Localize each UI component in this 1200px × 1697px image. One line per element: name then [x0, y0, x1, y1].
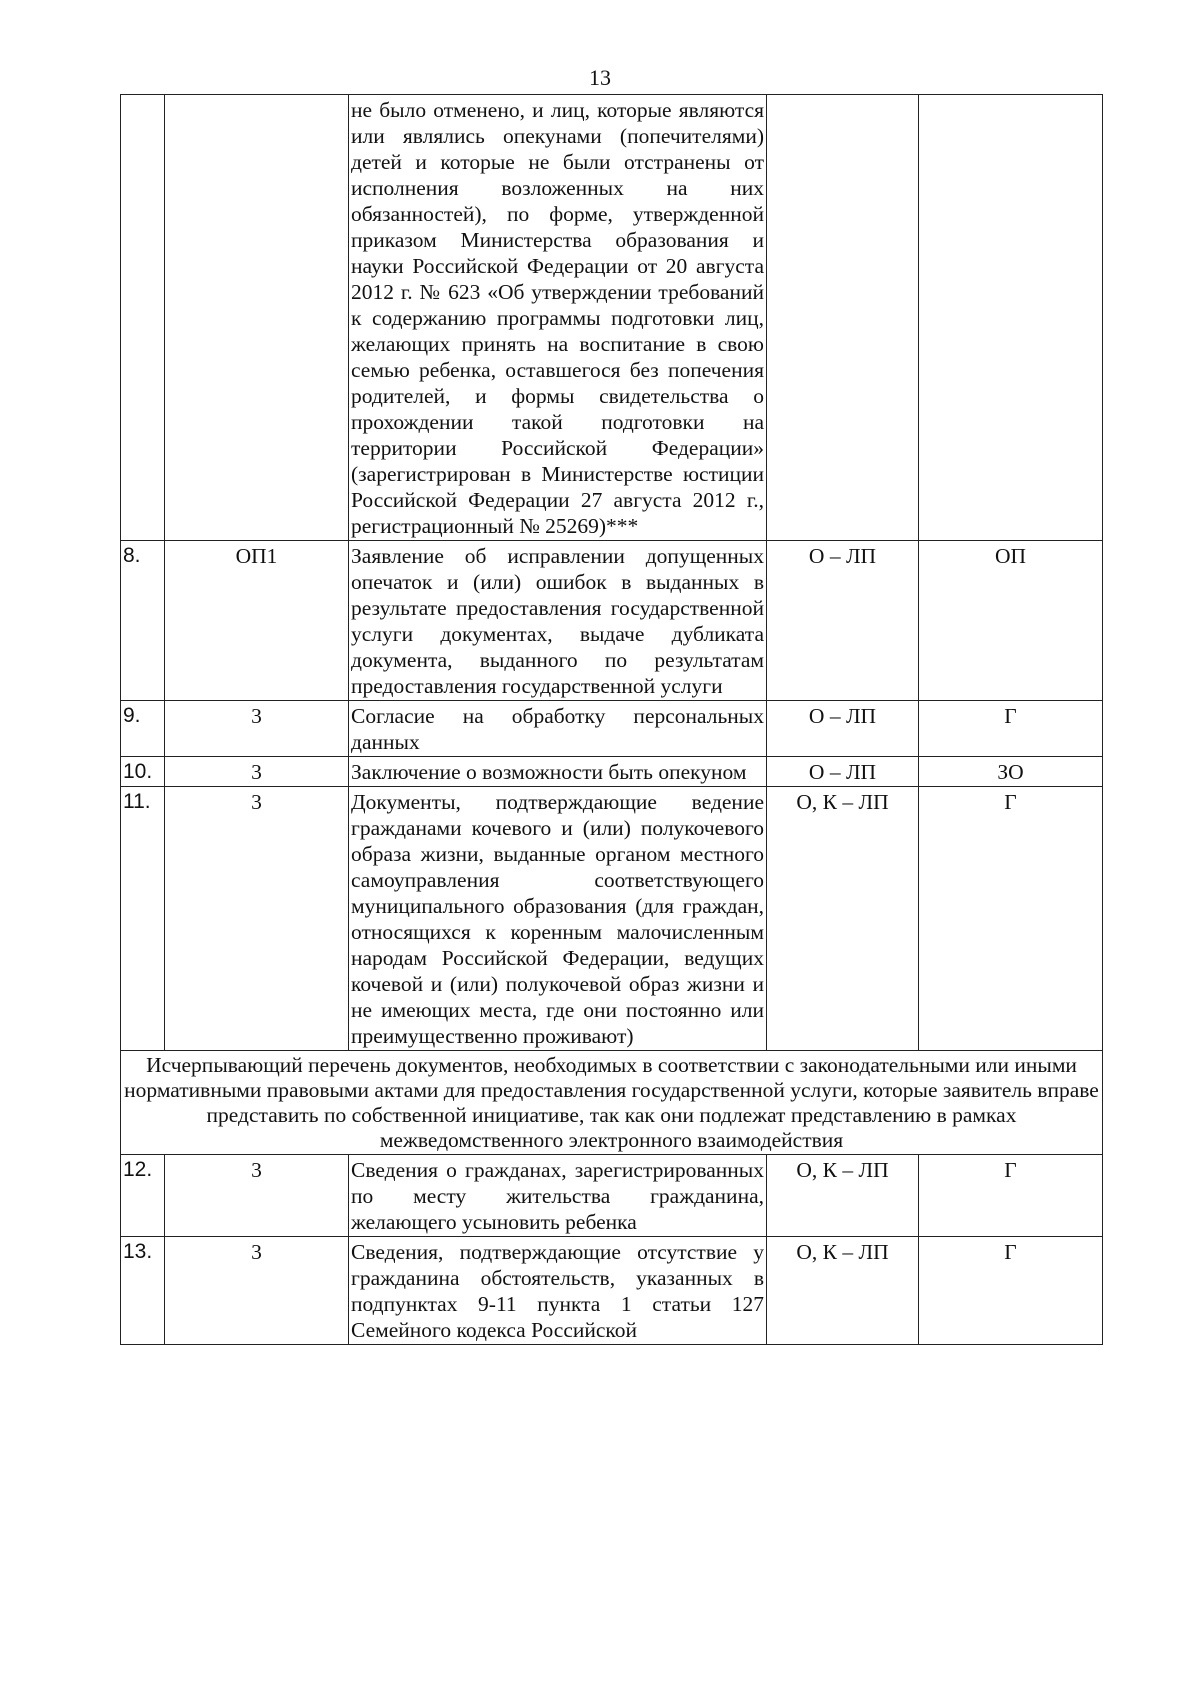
table-row-9	[121, 701, 1103, 757]
row-source: Г	[919, 701, 1103, 757]
row-code: 3	[165, 757, 349, 787]
row-number: 13.	[121, 1237, 165, 1345]
row-code: 3	[165, 1237, 349, 1345]
row-code: 3	[165, 1155, 349, 1237]
row-document-text: Согласие на обработку персональных данных	[349, 701, 767, 757]
row-number	[121, 95, 165, 541]
row-number: 10.	[121, 757, 165, 787]
row-document-text: Сведения о гражданах, зарегистрированных по месту жительства гражданина, желающего усыновить ребенка	[349, 1155, 767, 1237]
section-heading: Исчерпывающий перечень документов, необходимых в соответствии с законодательными или иными нормативными правовыми актами для предоставления государственной услуги, которые заявитель вправе представить по собственной инициативе, так как они подлежат представлению в рамках межведомственного электронного взаимодействия	[121, 1051, 1103, 1155]
row-source: ОП	[919, 541, 1103, 701]
row-source: ЗО	[919, 757, 1103, 787]
table-row-10	[121, 757, 1103, 787]
row-form	[767, 95, 919, 541]
row-number: 12.	[121, 1155, 165, 1237]
table-row-11	[121, 787, 1103, 1051]
table-row-8	[121, 541, 1103, 701]
page-number: 13	[589, 65, 611, 90]
row-form: О – ЛП	[767, 541, 919, 701]
table-row-13	[121, 1237, 1103, 1345]
row-code: 3	[165, 701, 349, 757]
row-form: О – ЛП	[767, 757, 919, 787]
row-document-text: Заключение о возможности быть опекуном	[349, 757, 767, 787]
row-number: 8.	[121, 541, 165, 701]
row-source: Г	[919, 787, 1103, 1051]
row-form: О, К – ЛП	[767, 1237, 919, 1345]
row-form: О, К – ЛП	[767, 1155, 919, 1237]
row-document-text: Заявление об исправлении допущенных опечаток и (или) ошибок в выданных в результате предоставления государственной услуги документах, выдаче дубликата документа, выданного по результатам предоставления государственной услуги	[349, 541, 767, 701]
row-source	[919, 95, 1103, 541]
row-source: Г	[919, 1155, 1103, 1237]
section-heading-row	[121, 1051, 1103, 1155]
row-form: О, К – ЛП	[767, 787, 919, 1051]
row-number: 9.	[121, 701, 165, 757]
row-form: О – ЛП	[767, 701, 919, 757]
row-source: Г	[919, 1237, 1103, 1345]
table-row-continuation	[121, 95, 1103, 541]
row-number: 11.	[121, 787, 165, 1051]
row-code: ОП1	[165, 541, 349, 701]
table-row-12	[121, 1155, 1103, 1237]
documents-table	[120, 94, 1103, 1345]
row-document-text: не было отменено, и лиц, которые являются или являлись опекунами (попечителями) детей и которые не были отстранены от исполнения возложенных на них обязанностей), по форме, утвержденной приказом Министерства образования и науки Российской Федерации от 20 августа 2012 г. № 623 «Об утверждении требований к содержанию программы подготовки лиц, желающих принять на воспитание в свою семью ребенка, оставшегося без попечения родителей, и формы свидетельства о прохождении такой подготовки на территории Российской Федерации» (зарегистрирован в Министерстве юстиции Российской Федерации 27 августа 2012 г., регистрационный № 25269)***	[349, 95, 767, 541]
row-document-text: Сведения, подтверждающие отсутствие у гражданина обстоятельств, указанных в подпунктах 9-11 пункта 1 статьи 127 Семейного кодекса Российской	[349, 1237, 767, 1345]
row-code	[165, 95, 349, 541]
row-code: 3	[165, 787, 349, 1051]
row-document-text: Документы, подтверждающие ведение гражданами кочевого и (или) полукочевого образа жизни, выданные органом местного самоуправления соответствующего муниципального образования (для граждан, относящихся к коренным малочисленным народам Российской Федерации, ведущих кочевой и (или) полукочевой образ жизни и не имеющих места, где они постоянно или преимущественно проживают)	[349, 787, 767, 1051]
